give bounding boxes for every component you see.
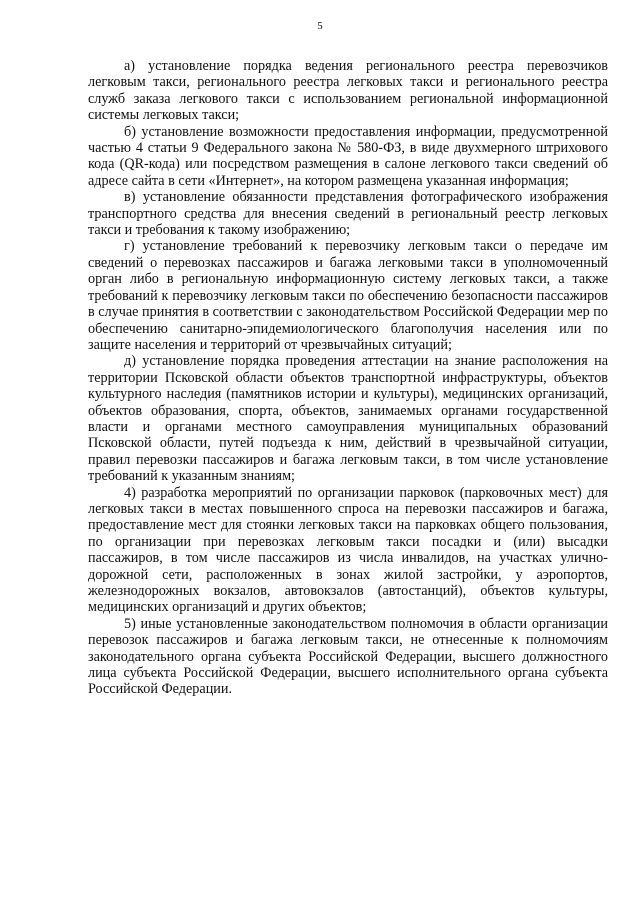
paragraph-d: д) установление порядка проведения аттестации на знание расположения на территории Псковской области объектов транспортной инфраструктуры, объектов культурного наследия (памятников истории и культуры), медицинских организаций, объектов образования, спорта, объектов, занимаемых органами государственной власти и органами местного самоуправления муниципальных образований Псковской области, путей подъезда к ним, действий в чрезвычайной ситуации, правил перевозки пассажиров и багажа легковым такси, в том числе установление требований к указанным знаниям; bbox=[88, 353, 608, 485]
paragraph-v: в) установление обязанности представления фотографического изображения транспортного средства для внесения сведений в региональный реестр легковых такси и требования к такому изображению; bbox=[88, 189, 608, 239]
page-number: 5 bbox=[317, 20, 323, 32]
document-body bbox=[88, 58, 608, 698]
paragraph-item-5: 5) иные установленные законодательством полномочия в области организации перевозок пассажиров и багажа легковым такси, не отнесенные к полномочиям законодательного органа субъекта Российской Федерации, высшего должностного лица субъекта Российской Федерации, высшего исполнительного органа субъекта Российской Федерации. bbox=[88, 615, 608, 698]
paragraph-g: г) установление требований к перевозчику легковым такси о передаче им сведений о перевозках пассажиров и багажа легковыми такси в уполномоченный орган либо в региональную информационную систему легковых такси, а также требований к перевозчику легковым такси по обеспечению безопасности пассажиров в случае принятия в соответствии с законодательством Российской Федерации мер по обеспечению санитарно-эпидемиологического благополучия населения или по защите населения и территорий от чрезвычайных ситуаций; bbox=[88, 238, 608, 353]
paragraph-a: а) установление порядка ведения регионального реестра перевозчиков легковым такси, регионального реестра легковых такси и регионального реестра служб заказа легкового такси с использованием региональной информационной системы легковых такси; bbox=[88, 58, 608, 124]
paragraph-item-4: 4) разработка мероприятий по организации парковок (парковочных мест) для легковых такси в местах повышенного спроса на перевозки пассажиров и багажа, предоставление мест для стоянки легковых такси на парковках общего пользования, по организации при перевозках легковым такси посадки и (или) высадки пассажиров, в том числе пассажиров из числа инвалидов, на участках улично-дорожной сети, расположенных в зонах жилой застройки, у аэропортов, железнодорожных вокзалов, автовокзалов (автостанций), объектов культуры, медицинских организаций и других объектов; bbox=[88, 484, 608, 616]
paragraph-b: б) установление возможности предоставления информации, предусмотренной частью 4 статьи 9 Федерального закона № 580-ФЗ, в виде двухмерного штрихового кода (QR-кода) или посредством размещения в салоне легкового такси сведений об адресе сайта в сети «Интернет», на котором размещена указанная информация; bbox=[88, 123, 608, 189]
